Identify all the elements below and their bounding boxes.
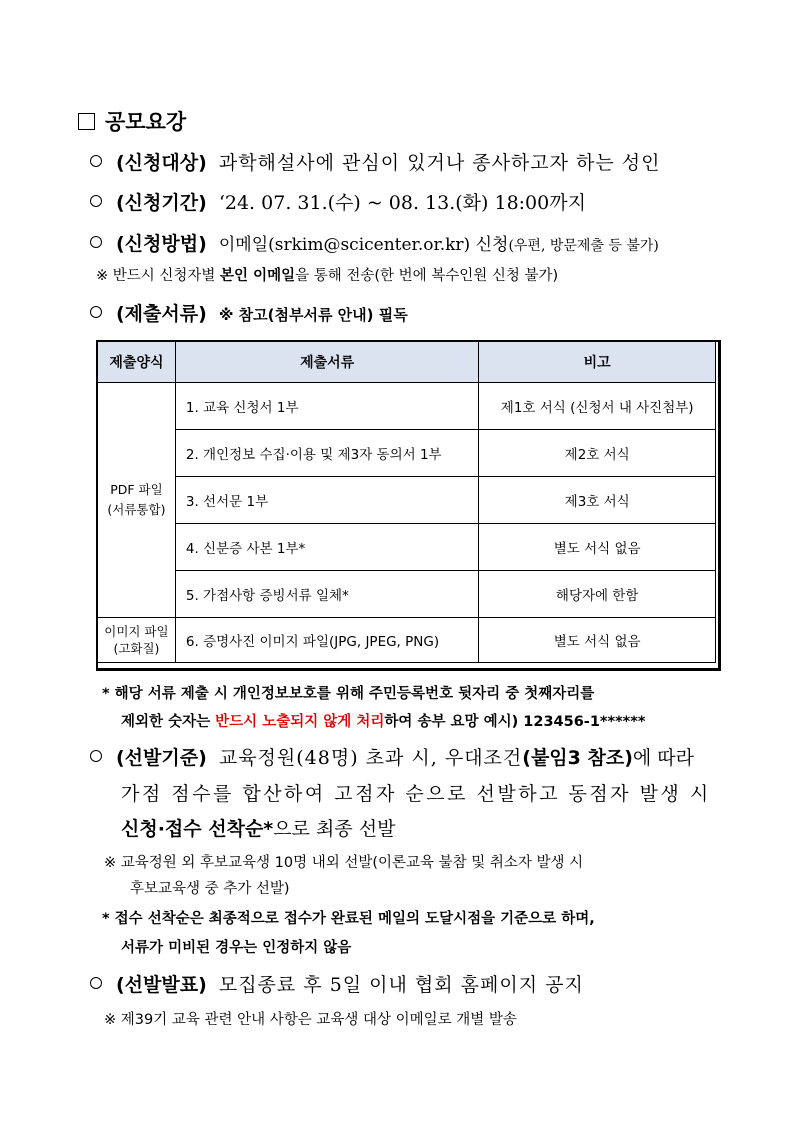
format-image-cell (98, 618, 176, 663)
selection-star-line1: * 접수 선착순은 최종적으로 접수가 완료된 메일의 도달시점을 기준으로 하며, (102, 911, 595, 927)
item-selection (90, 743, 694, 770)
remark-cell: 제1호 서식 (신청서 내 사진첨부) (479, 383, 716, 430)
star-line2-suffix: 하여 송부 요망 예시) 123456-1****** (384, 714, 646, 730)
item-target (90, 148, 660, 175)
documents-note: ※ 참고(첨부서류 안내) 필독 (218, 306, 408, 324)
selection-star-line2: 서류가 미비된 경우는 인정하지 않음 (121, 940, 352, 956)
format-pdf-cell (98, 383, 176, 618)
item-method (90, 229, 659, 256)
section-title: 공모요강 (105, 110, 187, 134)
doc-cell: 1. 교육 신청서 1부 (175, 383, 479, 430)
selection-line3-bold: 신청·접수 선착순* (121, 818, 274, 840)
selection-line1-bold: (붙임3 참조) (522, 747, 633, 769)
selection-line1-suffix: 에 따라 (632, 747, 694, 769)
doc-cell: 5. 가점사항 증빙서류 일체* (175, 571, 479, 618)
documents-label: (제출서류) (116, 303, 207, 325)
format-pdf-label: PDF 파일 (110, 482, 163, 497)
method-label: (신청방법) (116, 233, 207, 255)
format-image-label: 이미지 파일 (104, 624, 169, 639)
format-image-sub: (고화질) (113, 641, 160, 656)
announcement-note: ※ 제39기 교육 관련 안내 사항은 교육생 대상 이메일로 개별 발송 (104, 1012, 517, 1028)
circle-bullet-icon (90, 195, 102, 207)
remark-cell: 별도 서식 없음 (479, 618, 716, 663)
selection-line3-suffix: 으로 최종 선발 (273, 818, 396, 840)
star-line2-red: 반드시 노출되지 않게 처리 (215, 714, 385, 730)
item-period (90, 188, 586, 215)
circle-bullet-icon (90, 750, 102, 762)
documents-star-line2 (121, 710, 645, 731)
item-announcement (90, 970, 584, 997)
remark-cell: 해당자에 한함 (479, 571, 716, 618)
period-text: ‘24. 07. 31.(수) ~ 08. 13.(화) 18:00까지 (218, 192, 586, 214)
table-row (98, 571, 716, 618)
circle-bullet-icon (90, 977, 102, 989)
doc-cell: 3. 선서문 1부 (175, 477, 479, 524)
announcement-text: 모집종료 후 5일 이내 협회 홈페이지 공지 (218, 974, 584, 996)
header-document: 제출서류 (175, 342, 479, 383)
header-format: 제출양식 (98, 342, 176, 383)
square-bullet-icon (78, 113, 95, 130)
item-documents (90, 299, 408, 326)
method-note-suffix: 을 통해 전송(한 번에 복수인원 신청 불가) (295, 268, 559, 284)
announcement-label: (선발발표) (116, 974, 207, 996)
circle-bullet-icon (90, 236, 102, 248)
header-remark: 비고 (479, 342, 716, 383)
circle-bullet-icon (90, 306, 102, 318)
selection-note-line1: ※ 교육정원 외 후보교육생 10명 내외 선발(이론교육 불참 및 취소자 발생 시 (104, 855, 584, 871)
doc-cell: 2. 개인정보 수집·이용 및 제3자 동의서 1부 (175, 430, 479, 477)
table-header-row (98, 342, 716, 383)
method-note-prefix: ※ 반드시 신청자별 (96, 268, 216, 284)
documents-table (97, 341, 716, 663)
format-pdf-sub: (서류통합) (107, 502, 166, 517)
documents-star-line1: * 해당 서류 제출 시 개인정보보호를 위해 주민등록번호 뒷자리 중 첫째자리를 (102, 686, 595, 702)
remark-cell: 제2호 서식 (479, 430, 716, 477)
doc-cell: 4. 신분증 사본 1부* (175, 524, 479, 571)
selection-line2: 가점 점수를 합산하여 고점자 순으로 선발하고 동점자 발생 시 (121, 783, 711, 805)
selection-label: (선발기준) (116, 747, 207, 769)
table-row (98, 383, 716, 430)
remark-cell: 제3호 서식 (479, 477, 716, 524)
table-row (98, 430, 716, 477)
remark-cell: 별도 서식 없음 (479, 524, 716, 571)
circle-bullet-icon (90, 155, 102, 167)
selection-line1: 교육정원(48명) 초과 시, 우대조건 (218, 747, 523, 769)
table-row (98, 477, 716, 524)
method-note (96, 264, 558, 285)
method-text-suffix: (우편, 방문제출 등 불가) (508, 238, 659, 254)
target-label: (신청대상) (116, 152, 207, 174)
selection-line3 (121, 814, 395, 841)
doc-cell: 6. 증명사진 이미지 파일(JPG, JPEG, PNG) (175, 618, 479, 663)
target-text: 과학해설사에 관심이 있거나 종사하고자 하는 성인 (218, 152, 661, 174)
table-row (98, 524, 716, 571)
table-row (98, 618, 716, 663)
period-label: (신청기간) (116, 192, 207, 214)
selection-note-line2: 후보교육생 중 추가 선발) (130, 881, 290, 897)
star-line2-prefix: 제외한 숫자는 (121, 714, 211, 730)
method-note-bold: 본인 이메일 (220, 268, 296, 284)
method-text: 이메일(srkim@scicenter.or.kr) 신청 (218, 235, 509, 255)
section-heading (78, 106, 186, 136)
